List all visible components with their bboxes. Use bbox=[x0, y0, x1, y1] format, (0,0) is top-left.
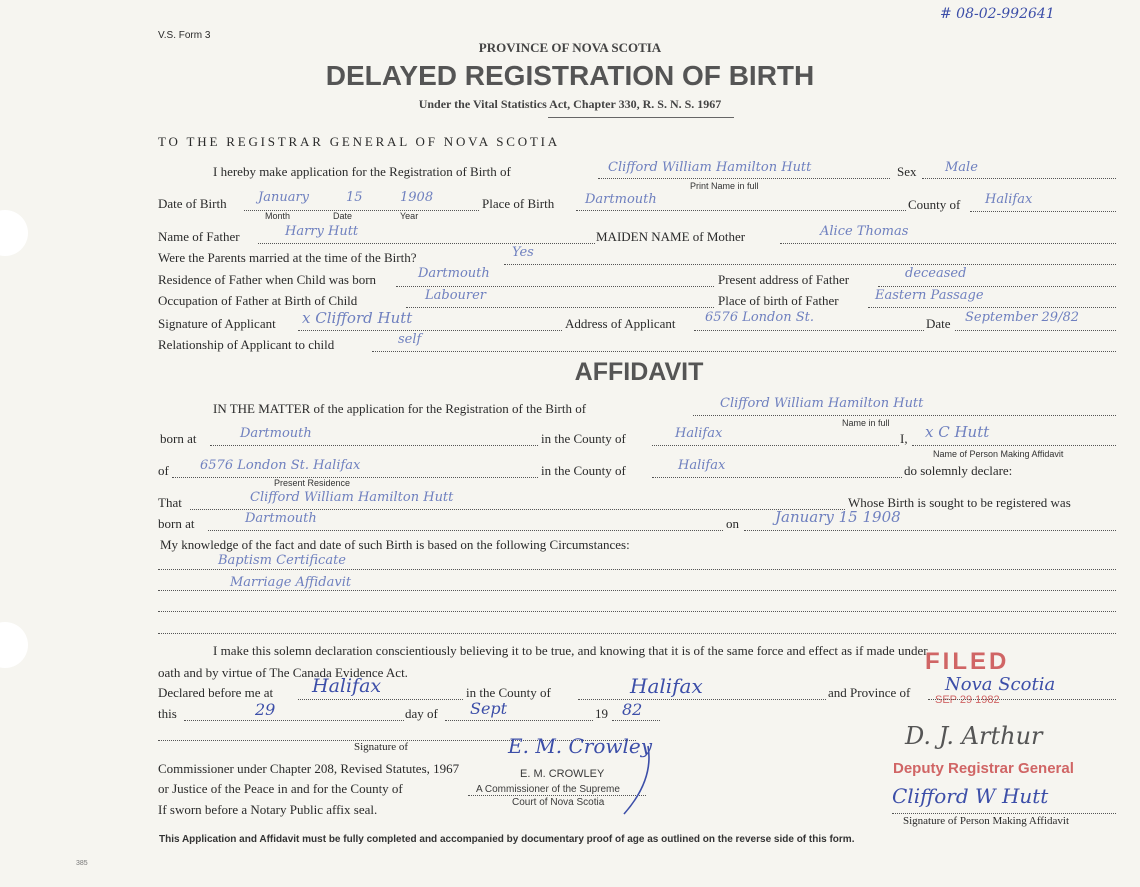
title-rule bbox=[548, 117, 734, 118]
sig-applicant-line bbox=[298, 330, 562, 331]
justice-text: or Justice of the Peace in and for the County of bbox=[158, 781, 403, 796]
year-caption: Year bbox=[400, 211, 419, 221]
punch-hole bbox=[0, 622, 28, 668]
place-line bbox=[576, 210, 906, 211]
day-of-label: day of bbox=[405, 706, 438, 721]
res-father-line bbox=[396, 286, 714, 287]
dob-year: 1908 bbox=[400, 190, 434, 205]
commissioner-stamp-title: A Commissioner of the Supreme bbox=[476, 784, 620, 795]
married-value: Yes bbox=[512, 245, 534, 260]
of-label: of bbox=[158, 463, 169, 478]
matter-line bbox=[693, 415, 1116, 416]
province-header: PROVINCE OF NOVA SCOTIA bbox=[478, 40, 662, 55]
commissioner-signature: E. M. Crowley bbox=[508, 734, 653, 758]
of-address: 6576 London St. Halifax bbox=[200, 458, 361, 473]
this-label: this bbox=[158, 706, 177, 721]
that-label: That bbox=[158, 495, 182, 510]
present-addr-line bbox=[878, 286, 1116, 287]
on-line bbox=[744, 530, 1116, 531]
matter-name: Clifford William Hamilton Hutt bbox=[720, 396, 924, 411]
name-in-full-caption: Name in full bbox=[842, 418, 890, 428]
matter-text: IN THE MATTER of the application for the Registration of the Birth of bbox=[213, 401, 587, 416]
punch-hole bbox=[0, 210, 28, 256]
month-value: Sept bbox=[470, 699, 508, 718]
county-line-3 bbox=[578, 699, 826, 700]
person-sig-line bbox=[892, 813, 1116, 814]
born-at-value-2: Dartmouth bbox=[245, 511, 317, 526]
mother-label: MAIDEN NAME of Mother bbox=[596, 229, 746, 244]
province-label: and Province of bbox=[828, 685, 911, 700]
county-label: County of bbox=[908, 197, 961, 212]
of-line bbox=[172, 477, 538, 478]
present-residence-caption: Present Residence bbox=[274, 478, 351, 488]
commissioner-stamp-court: Court of Nova Scotia bbox=[512, 797, 605, 808]
filed-stamp: FILED bbox=[925, 648, 1010, 675]
occupation-value: Labourer bbox=[425, 288, 487, 303]
this-day: 29 bbox=[255, 700, 276, 719]
present-addr-value: deceased bbox=[905, 266, 967, 281]
declared-at: Halifax bbox=[312, 675, 382, 697]
solemn-line-1: I make this solemn declaration conscientiously believing it to be true, and knowing that it is of the same force and effect as if made under bbox=[213, 643, 928, 658]
i-label: I, bbox=[900, 431, 908, 446]
on-date: January 15 1908 bbox=[775, 508, 901, 526]
date-caption: Date bbox=[333, 211, 353, 221]
sex-label: Sex bbox=[897, 164, 917, 179]
affidavit-heading: AFFIDAVIT bbox=[574, 358, 704, 386]
relationship-value: self bbox=[398, 332, 422, 347]
married-line bbox=[504, 264, 1116, 265]
occupation-line bbox=[406, 307, 714, 308]
declared-line bbox=[298, 699, 463, 700]
date-value: September 29/82 bbox=[965, 310, 1079, 325]
birthplace-father-line bbox=[868, 307, 1116, 308]
county-value: Halifax bbox=[985, 192, 1033, 207]
place-value: Dartmouth bbox=[585, 192, 657, 207]
county-line-2 bbox=[652, 477, 902, 478]
place-label: Place of Birth bbox=[482, 196, 555, 211]
county-value-2: Halifax bbox=[678, 458, 726, 473]
declare-label: do solemnly declare: bbox=[904, 463, 1013, 478]
circumstance-1: Baptism Certificate bbox=[218, 553, 346, 568]
born-at-value: Dartmouth bbox=[240, 426, 312, 441]
ref-number: # 08-02-992641 bbox=[940, 6, 1055, 22]
year-suffix: 82 bbox=[622, 700, 643, 719]
circumstance-line-2 bbox=[158, 590, 1116, 591]
circumstance-line-1 bbox=[158, 569, 1116, 570]
solemn-line-2: oath and by virtue of The Canada Evidence Act. bbox=[158, 665, 408, 680]
county-line-1 bbox=[652, 445, 899, 446]
affiant-name: x C Hutt bbox=[925, 423, 990, 441]
circumstance-line-4 bbox=[158, 633, 1116, 634]
notary-text: If sworn before a Notary Public affix seal. bbox=[158, 802, 378, 817]
commissioner-text: Commissioner under Chapter 208, Revised Statutes, 1967 bbox=[158, 761, 460, 776]
sig-applicant-label: Signature of Applicant bbox=[158, 316, 276, 331]
province-line bbox=[928, 699, 1116, 700]
county-label-1: in the County of bbox=[541, 431, 626, 446]
addr-applicant-value: 6576 London St. bbox=[705, 310, 814, 325]
born-at-line-2 bbox=[208, 530, 723, 531]
county-label-3: in the County of bbox=[466, 685, 551, 700]
date-label: Date bbox=[926, 316, 951, 331]
applicant-name: Clifford William Hamilton Hutt bbox=[608, 160, 812, 175]
registrar-signature: D. J. Arthur bbox=[905, 722, 1043, 750]
filed-date-stamp: SEP 29 1982 bbox=[935, 694, 1000, 706]
form-subtitle: Under the Vital Statistics Act, Chapter 330, R. S. N. S. 1967 bbox=[418, 97, 722, 111]
county-value-3: Halifax bbox=[630, 674, 703, 698]
relationship-label: Relationship of Applicant to child bbox=[158, 337, 335, 352]
person-signature: Clifford W Hutt bbox=[892, 784, 1049, 808]
whose-birth-label: Whose Birth is sought to be registered was bbox=[848, 495, 1071, 510]
mother-line bbox=[780, 243, 1116, 244]
father-label: Name of Father bbox=[158, 229, 240, 244]
form-title: DELAYED REGISTRATION OF BIRTH bbox=[325, 60, 815, 91]
name-line bbox=[598, 178, 890, 179]
addr-applicant-label: Address of Applicant bbox=[565, 316, 676, 331]
birthplace-father-value: Eastern Passage bbox=[875, 288, 984, 303]
born-at-label-2: born at bbox=[158, 516, 195, 531]
birthplace-father-label: Place of birth of Father bbox=[718, 293, 839, 308]
father-line bbox=[258, 243, 595, 244]
day-of-line bbox=[445, 720, 593, 721]
that-name: Clifford William Hamilton Hutt bbox=[250, 490, 454, 505]
commissioner-stamp-name: E. M. CROWLEY bbox=[520, 768, 605, 780]
circumstance-line-3 bbox=[158, 611, 1116, 612]
year-line bbox=[612, 720, 660, 721]
form-id: V.S. Form 3 bbox=[158, 30, 211, 41]
dob-date: 15 bbox=[346, 190, 363, 205]
county-value-1: Halifax bbox=[675, 426, 723, 441]
footer-note: This Application and Affidavit must be fully completed and accompanied by documentary proof of age as outlined on the reverse side of this form. bbox=[159, 834, 855, 845]
applicant-signature: x Clifford Hutt bbox=[302, 309, 413, 327]
addr-applicant-line bbox=[694, 330, 924, 331]
print-code: 385 bbox=[76, 860, 88, 867]
occupation-label: Occupation of Father at Birth of Child bbox=[158, 293, 358, 308]
dob-label: Date of Birth bbox=[158, 196, 227, 211]
deputy-registrar-stamp: Deputy Registrar General bbox=[893, 760, 1074, 777]
person-sig-caption: Signature of Person Making Affidavit bbox=[903, 815, 1069, 827]
knowledge-label: My knowledge of the fact and date of such Birth is based on the following Circumstances: bbox=[160, 537, 630, 552]
print-name-caption: Print Name in full bbox=[690, 181, 759, 191]
born-at-label: born at bbox=[160, 431, 197, 446]
sex-line bbox=[922, 178, 1116, 179]
county-label-2: in the County of bbox=[541, 463, 626, 478]
month-caption: Month bbox=[265, 211, 291, 221]
relationship-line bbox=[372, 351, 1116, 352]
father-value: Harry Hutt bbox=[285, 224, 359, 239]
year-prefix: 19 bbox=[595, 706, 608, 721]
born-at-line bbox=[210, 445, 538, 446]
married-label: Were the Parents married at the time of the Birth? bbox=[158, 250, 417, 265]
county-line bbox=[970, 211, 1116, 212]
i-line bbox=[912, 445, 1116, 446]
province-value: Nova Scotia bbox=[945, 674, 1056, 695]
person-affidavit-caption: Name of Person Making Affidavit bbox=[933, 449, 1064, 459]
res-father-label: Residence of Father when Child was born bbox=[158, 272, 377, 287]
bracket-mark bbox=[618, 740, 658, 818]
on-label: on bbox=[726, 516, 739, 531]
signature-of-caption: Signature of bbox=[354, 741, 409, 753]
this-line bbox=[184, 720, 404, 721]
sex-value: Male bbox=[945, 160, 978, 175]
that-line bbox=[190, 509, 845, 510]
dob-month: January bbox=[258, 190, 310, 205]
res-father-value: Dartmouth bbox=[418, 266, 490, 281]
date-line bbox=[955, 330, 1116, 331]
declared-label: Declared before me at bbox=[158, 685, 274, 700]
mother-value: Alice Thomas bbox=[820, 224, 909, 239]
to-registrar: TO THE REGISTRAR GENERAL OF NOVA SCOTIA bbox=[158, 134, 560, 149]
application-intro: I hereby make application for the Registration of Birth of bbox=[213, 164, 511, 179]
present-addr-label: Present address of Father bbox=[718, 272, 850, 287]
circumstance-2: Marriage Affidavit bbox=[230, 575, 352, 590]
